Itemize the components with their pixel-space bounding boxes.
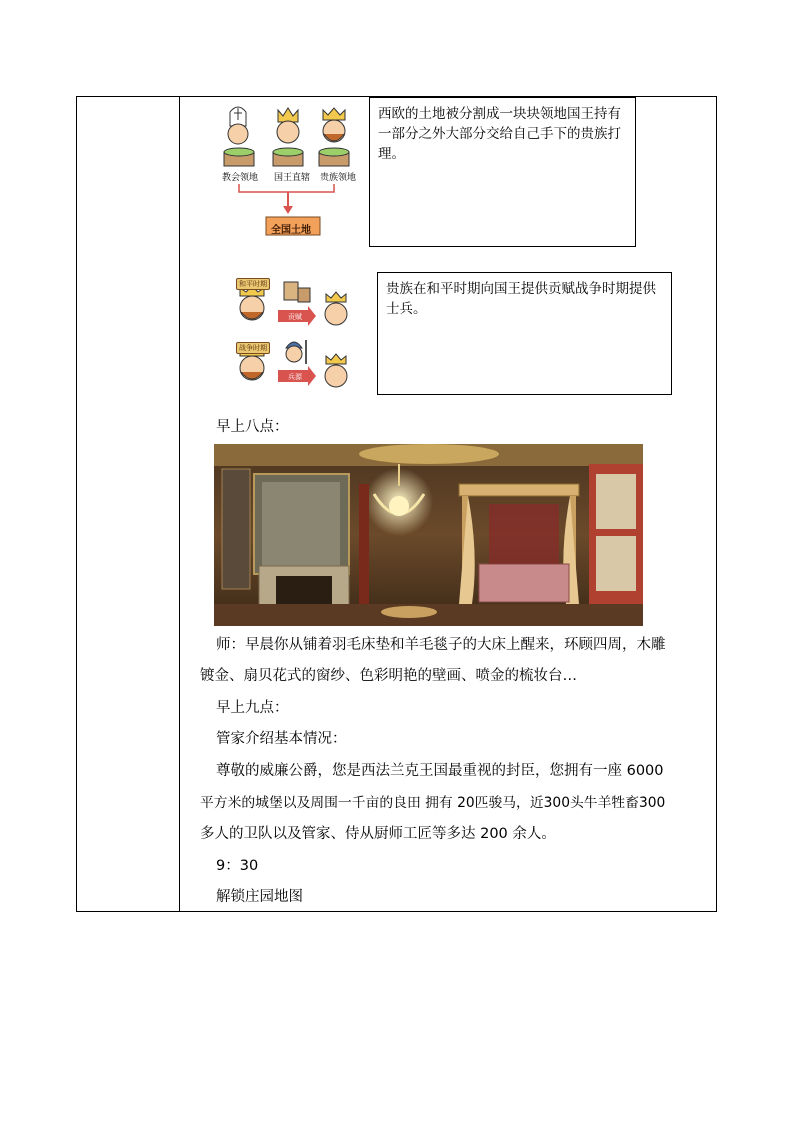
bedroom-photo <box>214 444 643 626</box>
label-national-land: 全国土地 <box>271 225 311 236</box>
merge-arrow <box>239 184 334 214</box>
arrow-label-tribute: 贡赋 <box>288 313 302 321</box>
bishop-figure <box>228 107 248 144</box>
tag-peace-time: 和平时期 <box>236 278 270 290</box>
note-box-duties <box>377 272 672 395</box>
paragraph-teacher-line2: 镀金、扇贝花式的窗纱、色彩明艳的壁画、喷金的梳妆台… <box>200 668 577 684</box>
noble-figure <box>323 108 345 142</box>
left-column-cell <box>77 97 180 911</box>
paragraph-duke-line1: 尊敬的威廉公爵，您是西法兰克王国最重视的封臣，您拥有一座 6000 <box>216 763 664 779</box>
tribute-sack-icon <box>284 282 298 300</box>
tag-war-time: 战争时期 <box>236 342 270 354</box>
paragraph-8am: 早上八点： <box>216 419 289 435</box>
king-figure <box>277 108 299 143</box>
paragraph-unlock-map: 解锁庄园地图 <box>216 889 303 905</box>
note-text-duties: 贵族在和平时期向国王提供贡赋战争时期提供士兵。 <box>386 281 656 317</box>
arrow-label-troops: 兵源 <box>288 373 302 381</box>
paragraph-duke-line2: 平方米的城堡以及周围一千亩的良田 拥有 20匹骏马，近300头牛羊牲畜300 <box>200 795 666 811</box>
label-royal-domain: 国王直辖 <box>274 173 311 183</box>
paragraph-duke-line3: 多人的卫队以及管家、侍从厨师工匠等多达 200 余人。 <box>200 826 556 842</box>
note-box-land <box>369 97 636 247</box>
paragraph-9am: 早上九点： <box>216 700 289 716</box>
paragraph-time-930: 9：30 <box>216 858 259 874</box>
paragraph-steward-intro: 管家介绍基本情况： <box>216 731 347 747</box>
note-text-land: 西欧的土地被分割成一块块领地国王持有一部分之外大部分交给自己手下的贵族打理。 <box>378 106 621 162</box>
land-drums <box>224 148 349 166</box>
paragraph-teacher-line1: 师：早晨你从铺着羽毛床垫和羊毛毯子的大床上醒来，环顾四周，木雕 <box>216 637 666 653</box>
label-noble-land: 贵族领地 <box>320 173 357 183</box>
label-church-land: 教会领地 <box>222 173 259 183</box>
